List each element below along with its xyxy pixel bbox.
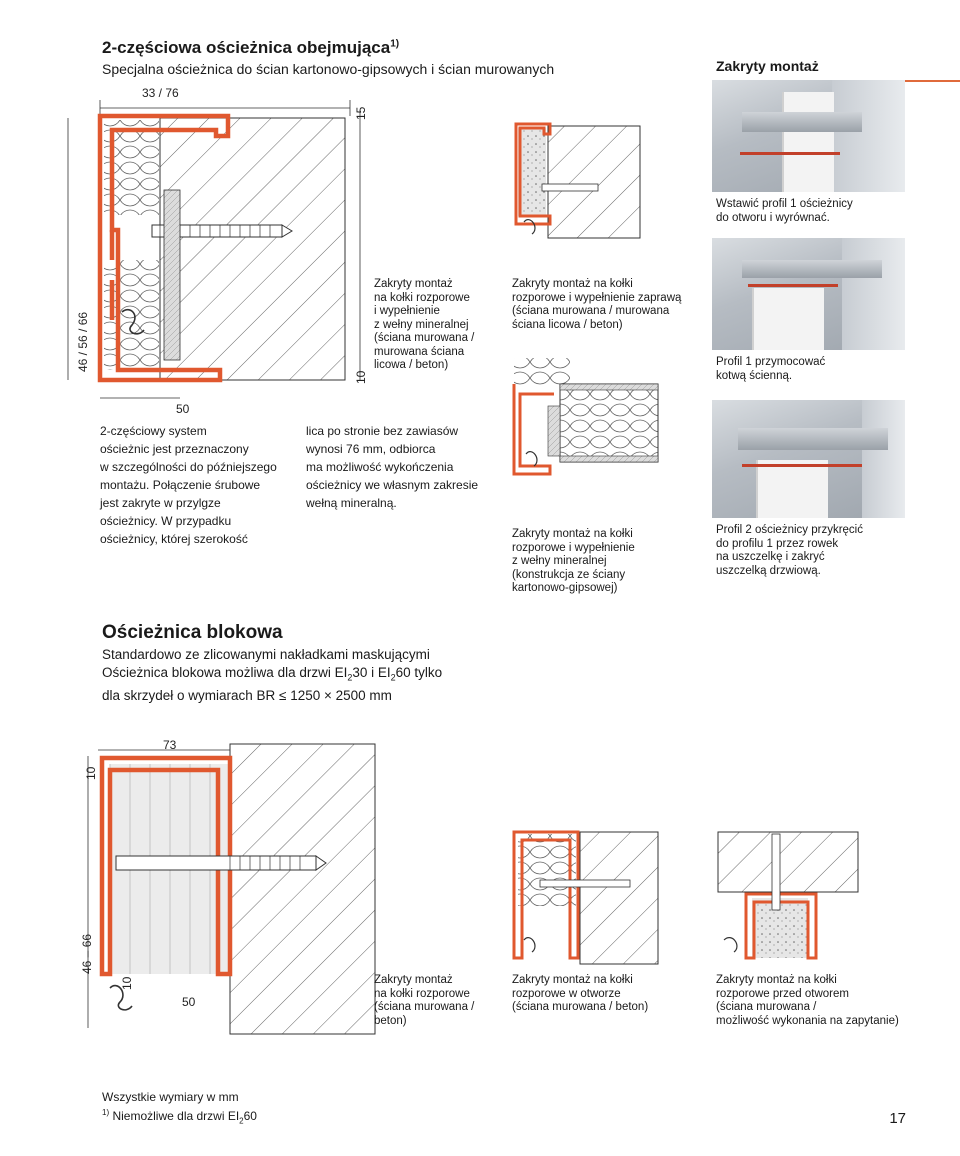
dim-block-top-label: 10: [84, 766, 98, 780]
footnote-1: $^{1)}$ Niemożliwe dla drzwi $EI_260$: [102, 1108, 257, 1126]
dim-block-height-label: 46 – 66: [80, 933, 94, 974]
photo-step1-caption: Wstawić profil 1 ościeżnicy do otworu i wyrównać.: [716, 198, 853, 224]
section-desc-line3: dla skrzydeł o wymiarach BR ≤ 1250 × 2500 mm: [102, 687, 392, 703]
photo-step3: [712, 400, 905, 518]
page-number: 17: [889, 1110, 906, 1127]
block-wall: [230, 744, 375, 1034]
block-anchor: [116, 856, 316, 870]
title-footnote-marker: 1): [390, 38, 400, 50]
masonry-wall: [160, 118, 345, 380]
page-subtitle: Specjalna ościeżnica do ścian kartonowo-gipsowych i ścian murowanych: [102, 61, 555, 77]
footnote-units: Wszystkie wymiary w mm: [102, 1090, 239, 1104]
frame-drawing-mortar: [510, 118, 645, 246]
photo-step2: [712, 238, 905, 350]
plaster-board: [164, 190, 180, 360]
caption-fig1: Zakryty montaż na kołki rozporowe i wypełnienie z wełny mineralnej (ściana murowana / murowana ściana licowa / beton): [374, 278, 475, 371]
dim-top-gap-label: 15: [354, 106, 368, 120]
dim-block-width-label: 73: [163, 738, 177, 752]
dim-block-base-label: 50: [182, 995, 196, 1009]
caption-fig4: Zakryty montaż na kołki rozporowe (ściana murowana / beton): [374, 974, 475, 1027]
caption-fig6: Zakryty montaż na kołki rozporowe przed otworem (ściana murowana / możliwość wykonania na zapytanie): [716, 974, 899, 1027]
photo-step2-caption: Profil 1 przymocować kotwą ścienną.: [716, 356, 826, 382]
body-text-col1: 2-częściowy system ościeżnic jest przeznaczony w szczególności do późniejszego montażu. Połączenie śrubowe jest zakryte w przylgze ościeżnicy. W przypadku ościeżnicy, której szerokość: [100, 424, 277, 546]
frame-drawing-main: [60, 80, 390, 420]
section-description: [102, 646, 442, 705]
caption-fig3: Zakryty montaż na kołki rozporowe i wypełnienie z wełny mineralnej (konstrukcja ze ściany kartonowo-gipsowej): [512, 528, 635, 594]
section-desc-line2: Ościeżnica blokowa możliwa dla drzwi $EI_230$ i $EI_260$ tylko: [102, 665, 443, 683]
dim-base-label: 50: [176, 402, 190, 416]
page-title: 2-częściowa ościeżnica obejmująca$^{1)}$: [102, 38, 400, 57]
side-heading: Zakryty montaż: [716, 58, 819, 74]
body-text-col2: lica po stronie bez zawiasów wynosi 76 mm, odbiorca ma możliwość wykończenia ościeżnicy we własnym zakresie wełną mineralną.: [306, 424, 479, 510]
section-title-block-frame: Ościeżnica blokowa: [102, 622, 283, 643]
block-frame-drawing-in-opening: [510, 828, 660, 968]
frame-drawing-drywall: [510, 354, 660, 478]
section-desc-line1: Standardowo ze zlicowanymi nakładkami maskującymi: [102, 647, 430, 662]
dim-width-label: 33 / 76: [142, 86, 179, 100]
block-frame-drawing-main: [80, 738, 380, 1038]
photo-step1: [712, 80, 905, 192]
dim-block-side-label: 10: [120, 976, 134, 990]
photo-step3-caption: Profil 2 ościeżnicy przykręcić do profilu 1 przez rowek na uszczelkę i zakryć uszczelką drzwiową.: [716, 524, 863, 577]
caption-fig5: Zakryty montaż na kołki rozporowe w otworze (ściana murowana / beton): [512, 974, 649, 1013]
caption-fig2: Zakryty montaż na kołki rozporowe i wypełnienie zaprawą (ściana murowana / murowana ściana licowa / beton): [512, 278, 682, 331]
dim-bottom-gap-label: 10: [354, 370, 368, 384]
dim-height-label: 46 / 56 / 66: [76, 311, 90, 372]
block-frame-drawing-before-opening: [712, 828, 862, 968]
